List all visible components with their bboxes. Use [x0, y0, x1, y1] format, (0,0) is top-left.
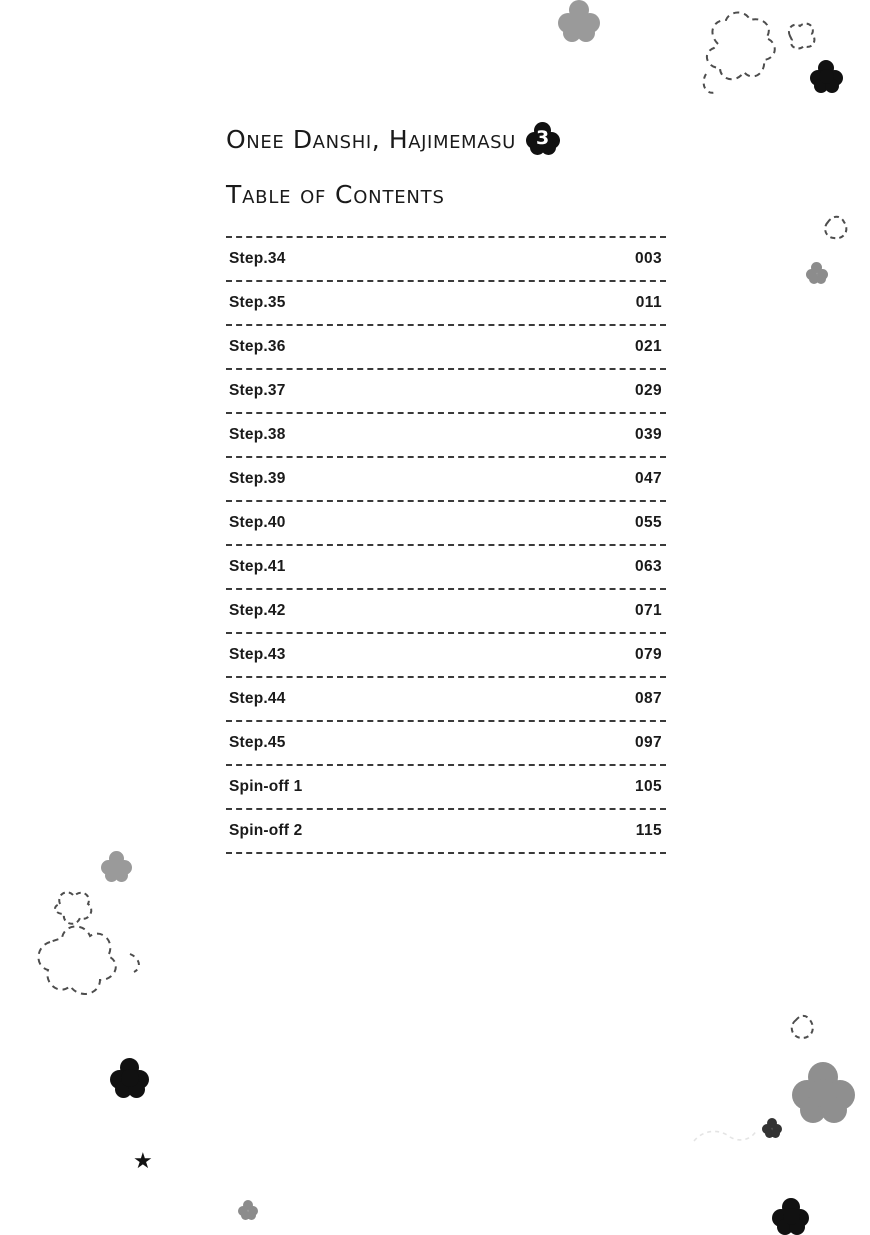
toc-entry-label: Step.34 — [229, 250, 286, 267]
toc-entry-label: Step.42 — [229, 602, 286, 619]
light-doodle — [690, 1125, 760, 1147]
toc-entry-page: 071 — [634, 602, 662, 619]
toc-entry-label: Step.44 — [229, 690, 286, 707]
flower-decoration — [772, 1198, 810, 1235]
toc-row[interactable] — [226, 370, 666, 412]
dashed-flower-doodle — [30, 884, 170, 1014]
toc-entry-label: Step.43 — [229, 646, 286, 663]
toc-entry-label: Step.35 — [229, 294, 286, 311]
toc-entry-label: Step.39 — [229, 470, 286, 487]
flower-decoration — [110, 1058, 150, 1098]
toc-row[interactable] — [226, 678, 666, 720]
flower-decoration — [101, 851, 133, 883]
flower-decoration — [762, 1118, 782, 1138]
toc-entry-label: Step.41 — [229, 558, 286, 575]
star-icon: ★ — [133, 1148, 153, 1173]
toc-entry-label: Spin-off 2 — [229, 822, 303, 839]
title-block — [226, 122, 686, 209]
toc-entry-page: 063 — [634, 558, 662, 575]
contents-heading: Table of Contents — [226, 180, 445, 209]
toc-row[interactable] — [226, 722, 666, 764]
toc-row[interactable] — [226, 634, 666, 676]
toc-entry-page: 047 — [634, 470, 662, 487]
toc-entry-label: Step.37 — [229, 382, 286, 399]
dashed-flower-doodle — [686, 8, 836, 118]
toc-row[interactable] — [226, 238, 666, 280]
toc-row[interactable] — [226, 458, 666, 500]
divider — [226, 852, 666, 854]
flower-decoration — [238, 1200, 258, 1220]
toc-row[interactable] — [226, 810, 666, 852]
toc-entry-page: 105 — [634, 778, 662, 795]
toc-entry-page: 029 — [634, 382, 662, 399]
toc-row[interactable] — [226, 326, 666, 368]
toc-entry-label: Step.45 — [229, 734, 286, 751]
toc-row[interactable] — [226, 282, 666, 324]
toc-row[interactable] — [226, 590, 666, 632]
book-title — [226, 122, 686, 156]
table-of-contents — [226, 236, 666, 854]
flower-decoration — [810, 60, 844, 94]
toc-entry-page: 097 — [634, 734, 662, 751]
toc-entry-page: 087 — [634, 690, 662, 707]
book-title-text: Onee Danshi, Hajimemasu — [226, 124, 516, 154]
dashed-circle-doodle — [786, 1012, 820, 1044]
toc-row[interactable] — [226, 766, 666, 808]
toc-entry-page: 021 — [634, 338, 662, 355]
toc-entry-label: Spin-off 1 — [229, 778, 303, 795]
dashed-circle-doodle — [818, 212, 854, 246]
toc-row[interactable] — [226, 502, 666, 544]
toc-entry-page: 079 — [634, 646, 662, 663]
flower-decoration — [558, 0, 602, 44]
toc-entry-page: 039 — [634, 426, 662, 443]
toc-entry-page: 055 — [634, 514, 662, 531]
volume-number: 3 — [535, 127, 550, 149]
toc-entry-label: Step.40 — [229, 514, 286, 531]
toc-entry-page: 003 — [634, 250, 662, 267]
flower-decoration — [806, 262, 828, 284]
toc-row[interactable] — [226, 546, 666, 588]
toc-entry-label: Step.38 — [229, 426, 286, 443]
toc-entry-page: 115 — [635, 822, 662, 839]
toc-row[interactable] — [226, 414, 666, 456]
toc-entry-page: 011 — [635, 294, 662, 311]
flower-decoration — [792, 1062, 856, 1124]
volume-badge — [526, 122, 560, 156]
toc-entry-label: Step.36 — [229, 338, 286, 355]
